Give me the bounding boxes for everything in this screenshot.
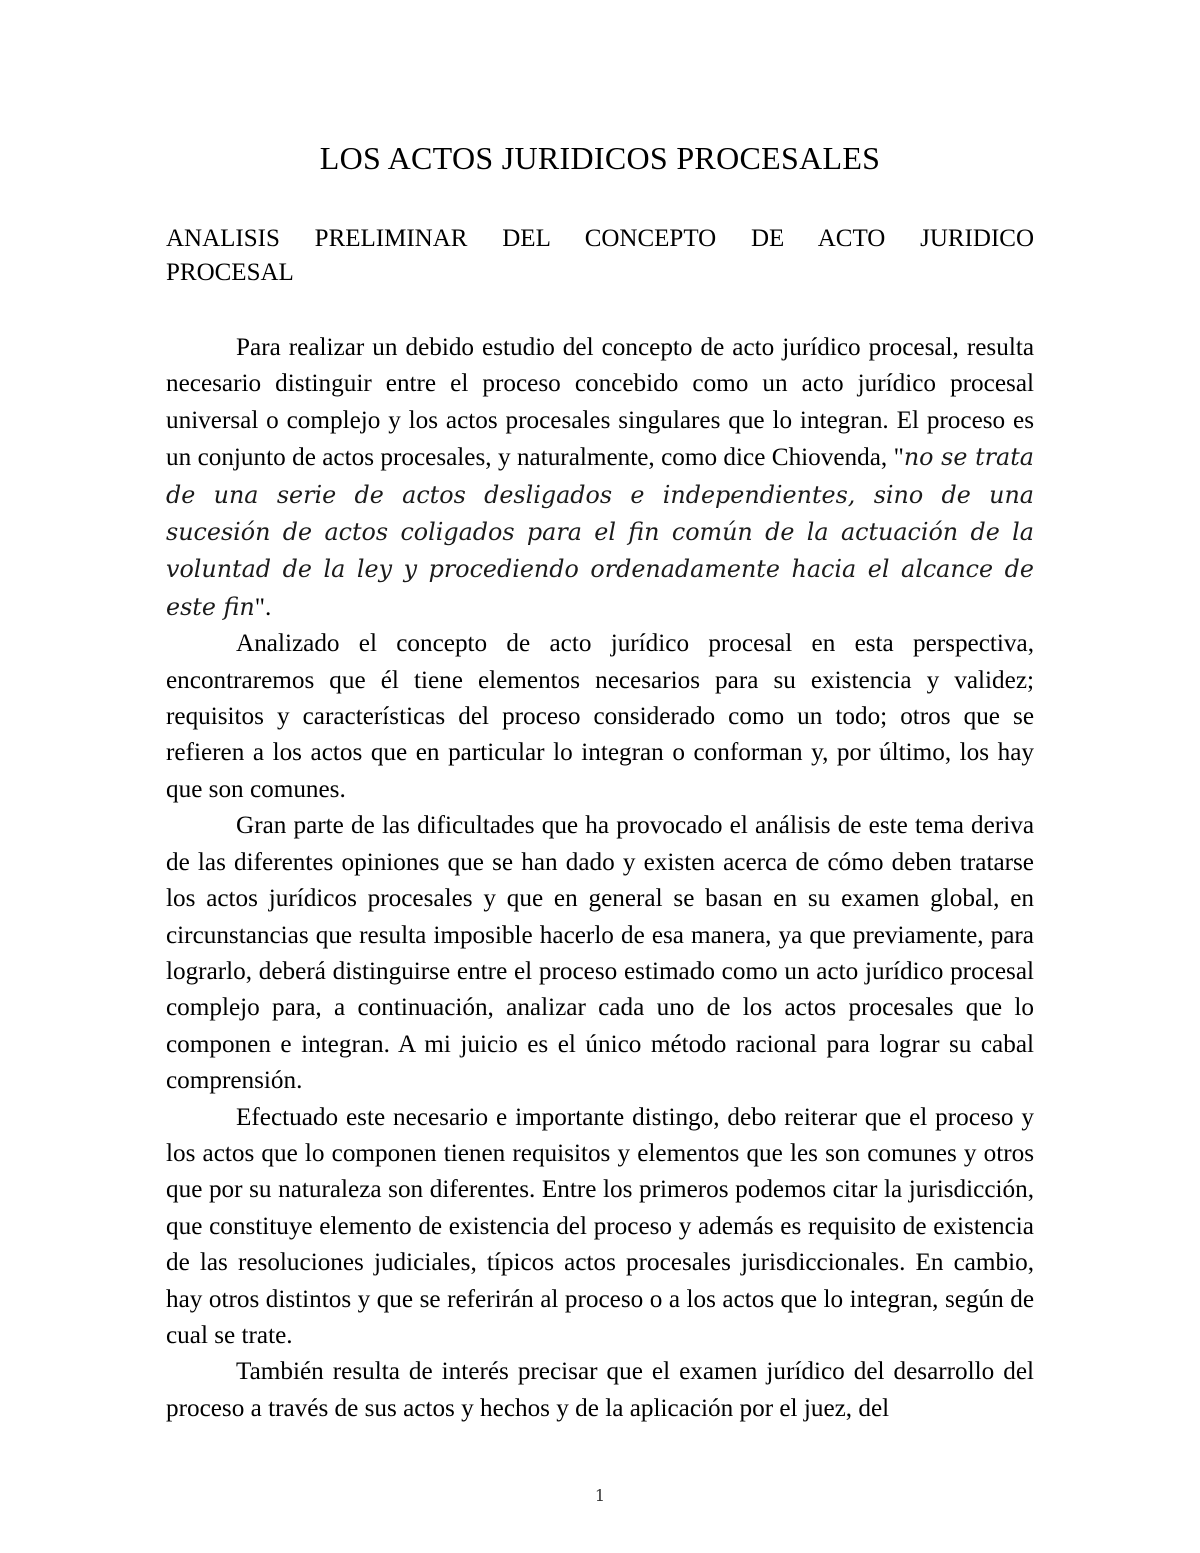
section-heading-line-2: PROCESAL — [166, 259, 294, 286]
document-body — [166, 330, 1034, 1427]
page-number: 1 — [594, 1486, 606, 1505]
paragraph-1-closing: ". — [254, 593, 272, 621]
paragraph-1-text: Para realizar un debido estudio del concepto de acto jurídico procesal, resulta necesario distinguir entre el proceso concebido como un acto jurídico procesal universal o complejo y los actos procesales singulares que lo integran. El proceso es un conjunto de actos procesales, y naturalmente, como dice Chiovenda, " — [166, 334, 1034, 472]
section-heading-line-1: ANALISIS PRELIMINAR DEL CONCEPTO DE ACTO JURIDICO — [166, 225, 1034, 252]
section-heading — [166, 222, 1034, 290]
chiovenda-quote: no se trata de una serie de actos desligados e independientes, sino de una sucesión de actos coligados para el fin común de la actuación de la voluntad de la ley y procediendo ordenadamente hacia el alcance de este fin — [166, 443, 1034, 621]
paragraph-5: También resulta de interés precisar que el examen jurídico del desarrollo del proceso a través de sus actos y hechos y de la aplicación por el juez, del — [166, 1358, 1034, 1422]
paragraph-2: Analizado el concepto de acto jurídico procesal en esta perspectiva, encontraremos que él tiene elementos necesarios para su existencia y validez; requisitos y características del proceso considerado como un todo; otros que se refieren a los actos que en particular lo integran o conforman y, por último, los hay que son comunes. — [166, 630, 1034, 803]
paragraph-3: Gran parte de las dificultades que ha provocado el análisis de este tema deriva de las diferentes opiniones que se han dado y existen acerca de cómo deben tratarse los actos jurídicos procesales y que en general se basan en su examen global, en circunstancias que resulta imposible hacerlo de esa manera, ya que previamente, para lograrlo, deberá distinguirse entre el proceso estimado como un acto jurídico procesal complejo para, a continuación, analizar cada uno de los actos procesales que lo componen e integran. A mi juicio es el único método racional para lograr su cabal comprensión. — [166, 812, 1034, 1095]
document-title: LOS ACTOS JURIDICOS PROCESALES — [319, 140, 881, 176]
paragraph-4: Efectuado este necesario e importante distingo, debo reiterar que el proceso y los actos que lo componen tienen requisitos y elementos que les son comunes y otros que por su naturaleza son diferentes. Entre los primeros podemos citar la jurisdicción, que constituye elemento de existencia del proceso y además es requisito de existencia de las resoluciones judiciales, típicos actos procesales jurisdiccionales. En cambio, hay otros distintos y que se referirán al proceso o a los actos que lo integran, según de cual se trate. — [166, 1103, 1034, 1349]
paragraph-1 — [166, 330, 1034, 626]
